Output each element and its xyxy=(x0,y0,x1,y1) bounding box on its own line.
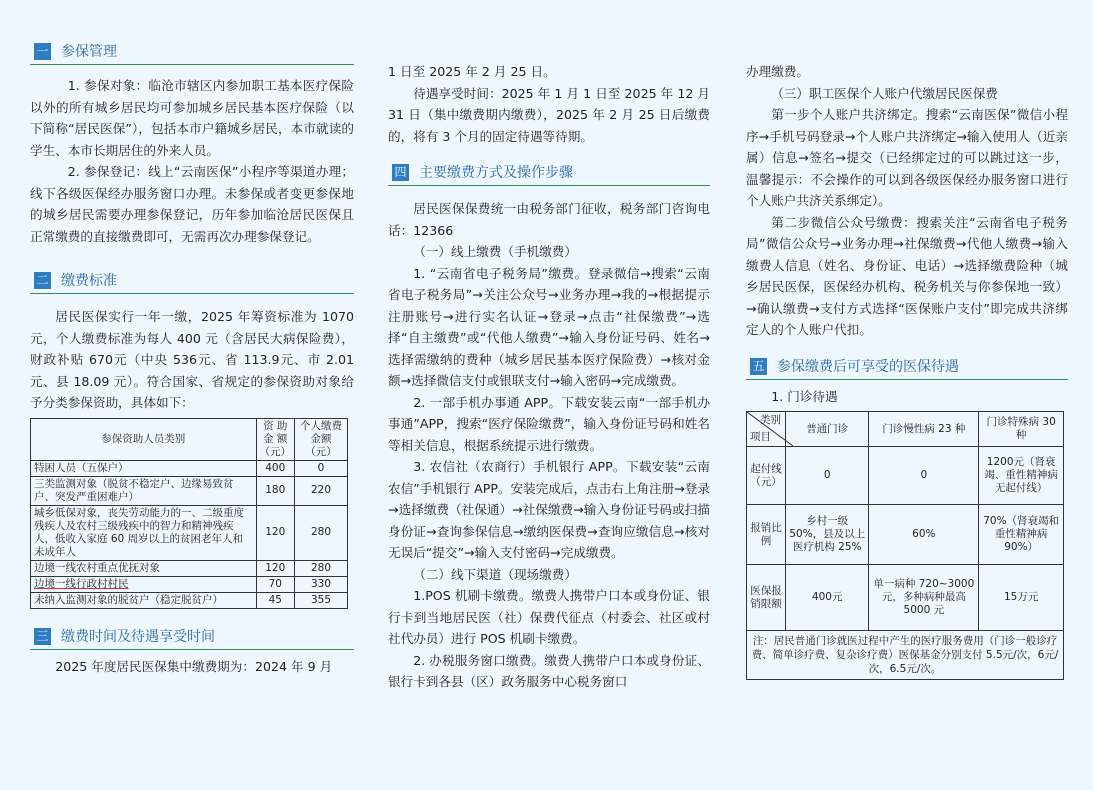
table-cell: 边境一线行政村村民 xyxy=(31,576,257,592)
section-title: 主要缴费方式及操作步骤 xyxy=(419,165,573,181)
column-header: 个人缴费金额（元） xyxy=(295,418,348,460)
table-cell: 乡村一级 50%，县及以上医疗机构 25% xyxy=(786,505,869,565)
paragraph: 待遇享受时间：2025 年 1 月 1 日至 2025 年 12 月 31 日（集中缴费期内缴费），2025 年 2 月 25 日后缴费的，将有 3 个月的固定待遇等待期。 xyxy=(388,85,710,144)
benefits-table xyxy=(746,411,1064,680)
paragraph: （一）线上缴费（手机缴费） xyxy=(413,244,577,259)
table-cell: 边境一线农村重点优抚对象 xyxy=(31,560,257,576)
paragraph: 第一步个人账户共济绑定。搜索“云南医保”微信小程序→手机号码登录→个人账户共济绑定→输入使用人（近亲属）信息→签名→提交（已经绑定过的可以跳过这一步，温馨提示：不会操作的可以到各级医保经办服务窗口进行个人账户共济关系绑定）。 xyxy=(746,107,1068,208)
column-header: 资 助 金 额（元） xyxy=(256,418,295,460)
section-number: 一 xyxy=(34,43,51,60)
table-row xyxy=(31,460,348,476)
table-cell: 120 xyxy=(256,560,295,576)
paragraph: 1. 门诊待遇 xyxy=(771,388,838,404)
row-label: 起付线（元） xyxy=(747,447,786,505)
paragraph: （二）线下渠道（现场缴费） xyxy=(413,566,577,582)
table-cell: 三类监测对象（脱贫不稳定户、边缘易致贫户、突发严重困难户） xyxy=(31,476,257,505)
paragraph: 3. 农信社（农商行）手机银行 APP。下载安装“云南农信”手机银行 APP。安装完成后，点击右上角注册→登录→选择缴费（社保通）→社保缴费→输入身份证号码或扫描身份证→查询参保信息→缴纳医保费→查询应缴信息→核对无误后“提交”→输入支付密码→完成缴费。 xyxy=(388,459,710,560)
section-title: 缴费标准 xyxy=(61,273,117,289)
column-2 xyxy=(388,0,710,693)
table-cell: 15万元 xyxy=(979,565,1064,631)
table-cell: 45 xyxy=(256,592,295,608)
corner-top-label: 类别 xyxy=(760,414,781,426)
table-row xyxy=(31,560,348,576)
column-header: 门诊慢性病 23 种 xyxy=(869,412,979,447)
table-cell: 0 xyxy=(786,447,869,505)
section-heading xyxy=(30,40,354,65)
section-heading xyxy=(388,161,710,186)
table-header-row xyxy=(747,412,1064,447)
table-header-row xyxy=(31,418,348,460)
table-cell: 355 xyxy=(295,592,348,608)
table-row xyxy=(31,476,348,505)
table-note-row xyxy=(747,631,1064,680)
table-row xyxy=(747,505,1064,565)
table-row xyxy=(31,592,348,608)
section-number: 五 xyxy=(750,358,767,375)
paragraph: 2025 年度居民医保集中缴费期为：2024 年 9 月 xyxy=(55,658,333,674)
table-cell: 城乡低保对象，丧失劳动能力的一、二级重度残疾人及农村三级残疾中的智力和精神残疾人，低收入家庭 60 周岁以上的贫困老年人和未成年人 xyxy=(31,505,257,560)
paragraph: 1.POS 机刷卡缴费。缴费人携带户口本或身份证、银行卡到当地居民医（社）保费代征点（村委会、社区或村社代办员）进行 POS 机刷卡缴费。 xyxy=(388,588,710,646)
table-cell: 60% xyxy=(869,505,979,565)
table-cell: 180 xyxy=(256,476,295,505)
section-heading xyxy=(746,355,1068,380)
column-header: 门诊特殊病 30 种 xyxy=(979,412,1064,447)
section-heading xyxy=(30,625,354,650)
column-3 xyxy=(746,0,1068,680)
table-cell: 特困人员（五保户） xyxy=(31,460,257,476)
table-cell: 未纳入监测对象的脱贫户（稳定脱贫户） xyxy=(31,592,257,608)
section-title: 参保管理 xyxy=(61,44,117,60)
table-cell: 0 xyxy=(295,460,348,476)
column-header: 参保资助人员类别 xyxy=(31,418,257,460)
subsidy-table xyxy=(30,418,348,609)
table-cell: 400元 xyxy=(786,565,869,631)
table-cell: 1200元（肾衰竭、重性精神病无起付线） xyxy=(979,447,1064,505)
table-row xyxy=(31,505,348,560)
table-cell: 280 xyxy=(295,560,348,576)
paragraph: 2. 办税服务窗口缴费。缴费人携带户口本或身份证、银行卡到各县（区）政务服务中心税务窗口 xyxy=(388,652,710,689)
column-header: 普通门诊 xyxy=(786,412,869,447)
table-cell: 330 xyxy=(295,576,348,592)
table-cell: 单一病种 720~3000元，多种病种最高 5000 元 xyxy=(869,565,979,631)
table-cell: 120 xyxy=(256,505,295,560)
table-cell: 280 xyxy=(295,505,348,560)
section-title: 缴费时间及待遇享受时间 xyxy=(61,628,215,645)
section-heading xyxy=(30,269,354,294)
section-number: 二 xyxy=(34,272,51,289)
paragraph: 2. 一部手机办事通 APP。下载安装云南“一部手机办事通”APP，搜索“医疗保险缴费”，输入身份证号码和姓名等相关信息，根据系统提示进行缴费。 xyxy=(388,394,710,453)
corner-bottom-label: 项目 xyxy=(750,431,771,443)
paragraph: 2. 参保登记：线上“云南医保”小程序等渠道办理；线下各级医保经办服务窗口办理。未参保或者变更参保地的城乡居民需要办理参保登记，历年参加临沧居民医保且正常缴费的直接缴费即可，无需再次办理参保登记。 xyxy=(30,164,354,244)
row-label: 报销比例 xyxy=(747,505,786,565)
paragraph: 居民医保实行一年一缴，2025 年筹资标准为 1070 元，个人缴费标准为每人 400 元（含居民大病保险费），财政补贴 670元（中央 536元、省 113.9元、市 2.01 元、县 18.09 元）。符合国家、省规定的参保资助对象给予分类参保资助，具体如下： xyxy=(30,309,354,410)
table-row xyxy=(747,447,1064,505)
column-1 xyxy=(30,0,354,677)
paragraph: 1. 参保对象：临沧市辖区内参加职工基本医疗保险以外的所有城乡居民均可参加城乡居民基本医疗保险（以下简称“居民医保”），包括本市户籍城乡居民，本市就读的学生、本市长期居住的外来人员。 xyxy=(30,78,354,158)
section-number: 三 xyxy=(34,628,51,645)
table-cell: 400 xyxy=(256,460,295,476)
table-cell: 70%（肾衰竭和重性精神病 90%） xyxy=(979,505,1064,565)
table-row xyxy=(747,565,1064,631)
paragraph: 居民医保保费统一由税务部门征收，税务部门咨询电话：12366 xyxy=(388,201,710,238)
paragraph: 1. “云南省电子税务局”缴费。登录微信→搜索“云南省电子税务局”→关注公众号→业务办理→我的→根据提示注册账号→进行实名认证→登录→点击“社保缴费”→选择“自主缴费”或“代他人缴费”→输入身份证号码、姓名→选择需缴纳的费种（城乡居民基本医疗保险费）→核对金额→选择微信支付或银联支付→输入密码→完成缴费。 xyxy=(388,265,710,388)
corner-header-cell xyxy=(747,412,786,447)
table-note: 注：居民普通门诊就医过程中产生的医疗服务费用（门诊一般诊疗费、简单诊疗费、复杂诊疗费）医保基金分别支付 5.5元/次，6元/次，6.5元/次。 xyxy=(747,631,1064,680)
row-label: 医保报销限额 xyxy=(747,565,786,631)
section-title: 参保缴费后可享受的医保待遇 xyxy=(777,358,959,375)
paragraph: 1 日至 2025 年 2 月 25 日。 xyxy=(388,64,556,79)
table-cell: 0 xyxy=(869,447,979,505)
table-row xyxy=(31,576,348,592)
paragraph: （三）职工医保个人账户代缴居民医保费 xyxy=(771,85,998,101)
table-cell: 70 xyxy=(256,576,295,592)
paragraph: 第二步微信公众号缴费：搜索关注“云南省电子税务局”微信公众号→业务办理→社保缴费→代他人缴费→输入缴费人信息（姓名、身份证、电话）→选择缴费险种（城乡居民医保，医保经办机构、税务机关与你参保地一致）→确认缴费→支付方式选择“医保账户支付”即完成共济绑定人的个人账户代扣。 xyxy=(746,214,1068,337)
section-number: 四 xyxy=(392,164,409,181)
paragraph: 办理缴费。 xyxy=(746,64,809,79)
table-cell: 220 xyxy=(295,476,348,505)
